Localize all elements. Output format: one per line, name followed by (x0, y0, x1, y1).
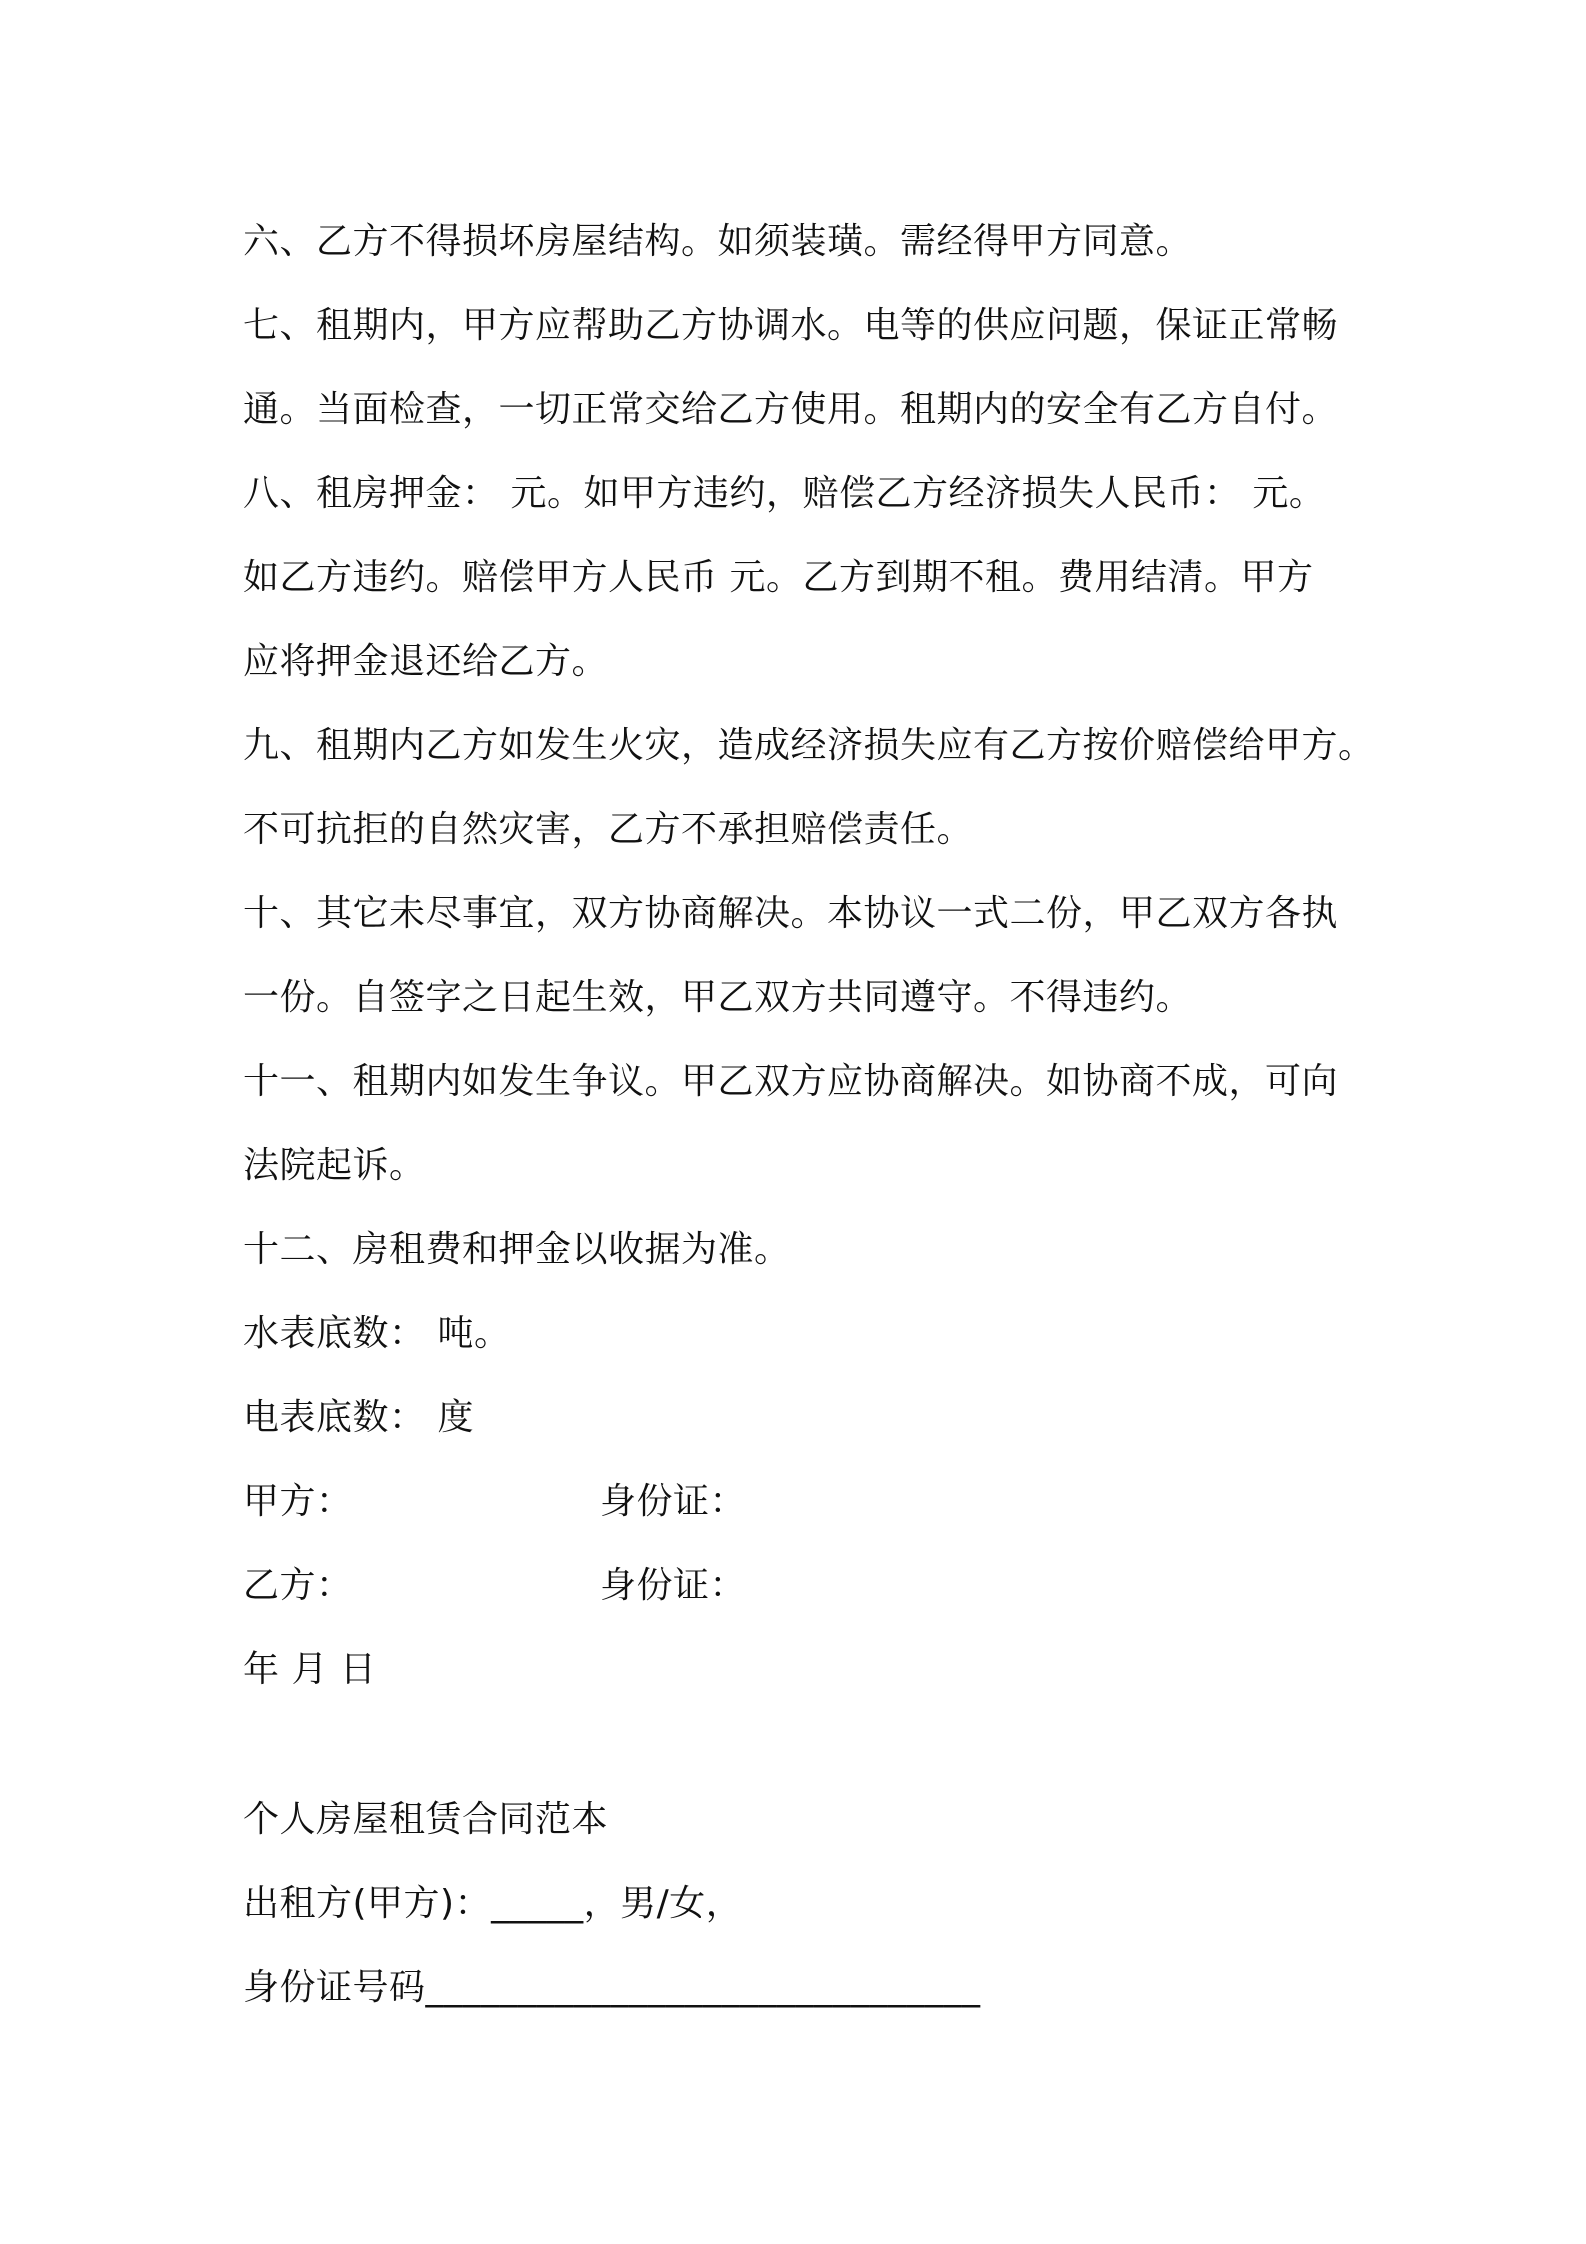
electric-meter-reading: 电表底数： 度 (243, 1397, 474, 1438)
clause-eleven-line-2: 法院起诉。 (243, 1145, 426, 1186)
clause-eight-line-3: 应将押金退还给乙方。 (243, 641, 609, 682)
party-a-signature-row (243, 1460, 1363, 1544)
party-a-id-label: 身份证： (600, 1481, 747, 1522)
id-number-line: 身份证号码______________________________ (243, 1967, 981, 2008)
next-contract-title: 个人房屋租赁合同范本 (243, 1799, 609, 1840)
clause-twelve: 十二、房租费和押金以收据为准。 (243, 1229, 791, 1270)
clause-ten-line-1: 十、其它未尽事宜，双方协商解决。本协议一式二份，甲乙双方各执 (243, 893, 1339, 934)
party-b-signature-row (243, 1544, 1363, 1628)
clause-six: 六、乙方不得损坏房屋结构。如须装璜。需经得甲方同意。 (243, 221, 1193, 262)
section-gap (243, 1712, 1363, 1778)
party-b-id-label: 身份证： (600, 1565, 747, 1606)
clause-eight-line-2: 如乙方违约。赔偿甲方人民币 元。乙方到期不租。费用结清。甲方 (243, 557, 1314, 598)
clause-seven-line-2: 通。当面检查，一切正常交给乙方使用。租期内的安全有乙方自付。 (243, 389, 1339, 430)
lessor-line: 出租方(甲方)：_____，男/女， (243, 1883, 743, 1924)
water-meter-reading: 水表底数： 吨。 (243, 1313, 511, 1354)
party-a-label: 甲方： (243, 1481, 353, 1522)
contract-body (243, 200, 1375, 2030)
clause-eight-line-1: 八、租房押金： 元。如甲方违约，赔偿乙方经济损失人民币： 元。 (243, 473, 1326, 514)
clause-eleven-line-1: 十一、租期内如发生争议。甲乙双方应协商解决。如协商不成，可向 (243, 1061, 1339, 1102)
clause-ten-line-2: 一份。自签字之日起生效，甲乙双方共同遵守。不得违约。 (243, 977, 1193, 1018)
party-b-label: 乙方： (243, 1565, 353, 1606)
clause-nine-line-1: 九、租期内乙方如发生火灾，造成经济损失应有乙方按价赔偿给甲方。 (243, 725, 1375, 766)
clause-seven-line-1: 七、租期内，甲方应帮助乙方协调水。电等的供应问题，保证正常畅 (243, 305, 1339, 346)
signing-date: 年 月 日 (243, 1649, 377, 1690)
clause-nine-line-2: 不可抗拒的自然灾害，乙方不承担赔偿责任。 (243, 809, 974, 850)
